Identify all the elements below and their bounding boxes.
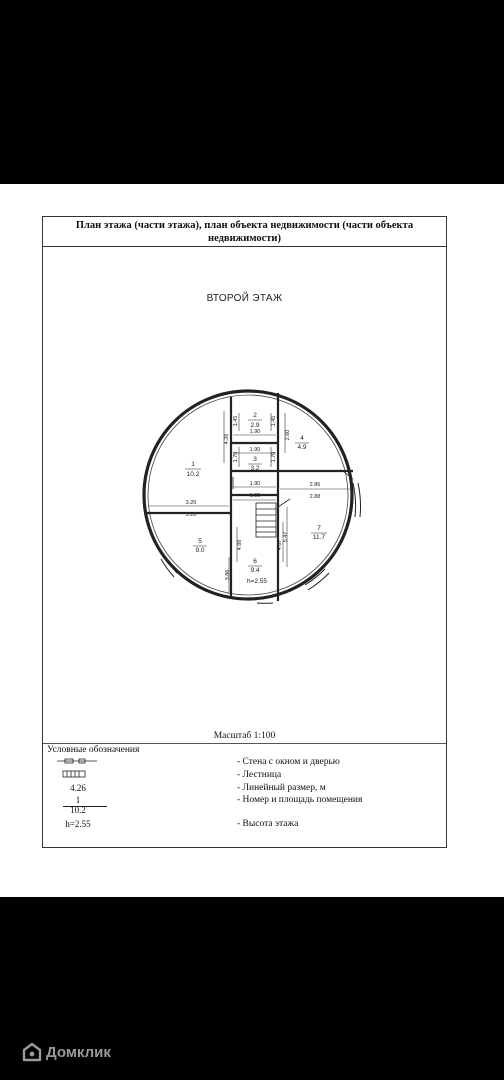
dim-3-86: 3.86 xyxy=(225,569,231,581)
room-1-number: 1 xyxy=(191,461,195,468)
room-7-number: 7 xyxy=(317,525,321,532)
dim-4-87: 4.87 xyxy=(277,539,283,551)
room-5-number: 5 xyxy=(198,538,202,545)
room-2-area: 2.9 xyxy=(250,422,260,429)
legend-item-stair: - Лестница xyxy=(237,770,282,780)
room-4-area: 4.9 xyxy=(297,444,307,451)
legend-symbol-room-area: 10.2 xyxy=(70,805,86,815)
dim-2-86: 2.86 xyxy=(309,482,321,488)
room-7-area: 11.7 xyxy=(312,534,326,541)
brand-watermark xyxy=(22,1042,111,1062)
dim-5-47: 5.47 xyxy=(283,531,289,543)
brand-name: Домклик xyxy=(46,1043,111,1061)
dimension-lines xyxy=(149,411,351,593)
dim-1-90: 1.90 xyxy=(249,429,261,435)
dim-1-70: 1.70 xyxy=(271,451,277,463)
room-2-number: 2 xyxy=(253,412,257,419)
room-3-area: 3.2 xyxy=(250,465,260,472)
dim-1-70: 1.70 xyxy=(233,451,239,463)
dim-1-90: 1.90 xyxy=(249,447,261,453)
room-6-area: 9.4 xyxy=(250,567,260,574)
scale-label: Масштаб 1:100 xyxy=(213,731,276,741)
legend-title: Условные обозначения xyxy=(47,745,140,755)
stair-symbol-icon xyxy=(63,771,85,777)
floor-plan-sheet xyxy=(42,216,447,848)
dim-1-45: 1.45 xyxy=(271,415,277,427)
legend-item-dimension: - Линейный размер, м xyxy=(237,783,326,793)
dim-3-20: 3.20 xyxy=(185,500,197,506)
height-label: h=2.55 xyxy=(246,578,268,585)
document-page xyxy=(0,184,504,897)
legend-symbol-room-number: 1 xyxy=(75,795,81,805)
dim-2-88: 2.88 xyxy=(309,494,321,500)
legend-item-wall: - Стена с окном и дверью xyxy=(237,757,340,767)
dim-4-26: 4.26 xyxy=(224,433,230,445)
legend-item-room: - Номер и площадь помещения xyxy=(237,795,363,805)
stair-icon xyxy=(256,503,276,537)
room-3-number: 3 xyxy=(253,456,257,463)
dim-3-20: 3.20 xyxy=(185,512,197,518)
room-1-area: 10.2 xyxy=(186,471,200,478)
sheet-title: План этажа (части этажа), план объекта недвижимости (части объекта недвижимости) xyxy=(43,217,446,247)
dim-1-90: 1.90 xyxy=(249,481,261,487)
room-4-number: 4 xyxy=(300,435,304,442)
room-5-area: 9.0 xyxy=(195,547,205,554)
dim-2-60: 2.60 xyxy=(285,429,291,441)
legend-item-height: - Высота этажа xyxy=(237,819,299,829)
floor-name: ВТОРОЙ ЭТАЖ xyxy=(206,293,283,304)
dim-1-90: 1.90 xyxy=(249,493,261,499)
dim-4-88: 4.88 xyxy=(237,539,243,551)
dim-1-45: 1.45 xyxy=(233,415,239,427)
legend-symbol-dimension: 4.26 xyxy=(70,783,86,793)
scale-row xyxy=(43,731,446,744)
legend-symbols xyxy=(57,757,117,785)
room-6-number: 6 xyxy=(253,558,257,565)
house-logo-icon xyxy=(22,1042,42,1062)
floor-plan-drawing xyxy=(43,217,446,729)
legend-symbol-height: h=2.55 xyxy=(65,819,91,829)
